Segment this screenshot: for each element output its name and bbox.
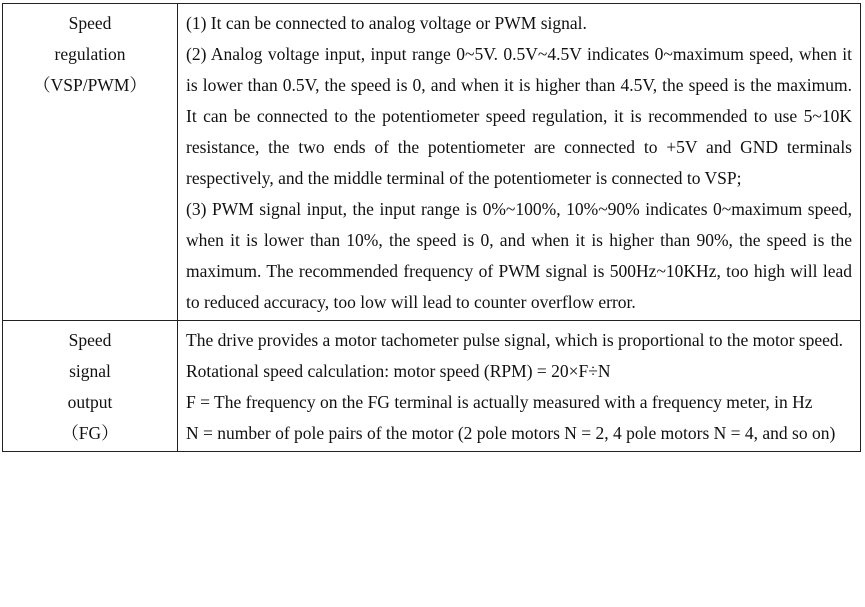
row-content-speed-regulation (178, 4, 861, 321)
table-row-speed-regulation (3, 4, 861, 321)
row-content-speed-signal-output (178, 321, 861, 452)
paragraph: Rotational speed calculation: motor speed (RPM) = 20×F÷N (186, 361, 611, 381)
paragraph: N = number of pole pairs of the motor (2 pole motors N = 2, 4 pole motors N = 4, and so on) (186, 423, 836, 443)
row-label-speed-regulation (3, 4, 178, 321)
paragraph: (1) It can be connected to analog voltage or PWM signal. (186, 13, 587, 33)
spec-table (2, 3, 861, 452)
label-line: （FG） (61, 423, 119, 443)
label-line: Speed (68, 330, 112, 350)
table-row-speed-signal-output (3, 321, 861, 452)
paragraph: The drive provides a motor tachometer pulse signal, which is proportional to the motor speed. (186, 330, 844, 350)
label-line: （VSP/PWM） (33, 75, 147, 95)
label-line: Speed (68, 13, 112, 33)
paragraph: (2) Analog voltage input, input range 0~5V. 0.5V~4.5V indicates 0~maximum speed, when it is lower than 0.5V, the speed is 0, and when it is higher than 4.5V, the speed is the maximum. It can be connected to the potentiometer speed regulation, it is recommended to use 5~10K resistance, the two ends of the potentiometer are connected to +5V and GND terminals respectively, and the middle terminal of the potentiometer is connected to VSP; (186, 44, 852, 188)
label-line: output (67, 392, 113, 412)
label-line: signal (69, 361, 111, 381)
paragraph: F = The frequency on the FG terminal is actually measured with a frequency meter, in Hz (186, 392, 813, 412)
row-label-speed-signal-output (3, 321, 178, 452)
label-line: regulation (54, 44, 126, 64)
paragraph: (3) PWM signal input, the input range is 0%~100%, 10%~90% indicates 0~maximum speed, when it is lower than 10%, the speed is 0, and when it is higher than 90%, the speed is the maximum. The recommended frequency of PWM signal is 500Hz~10KHz, too high will lead to reduced accuracy, too low will lead to counter overflow error. (186, 199, 852, 312)
